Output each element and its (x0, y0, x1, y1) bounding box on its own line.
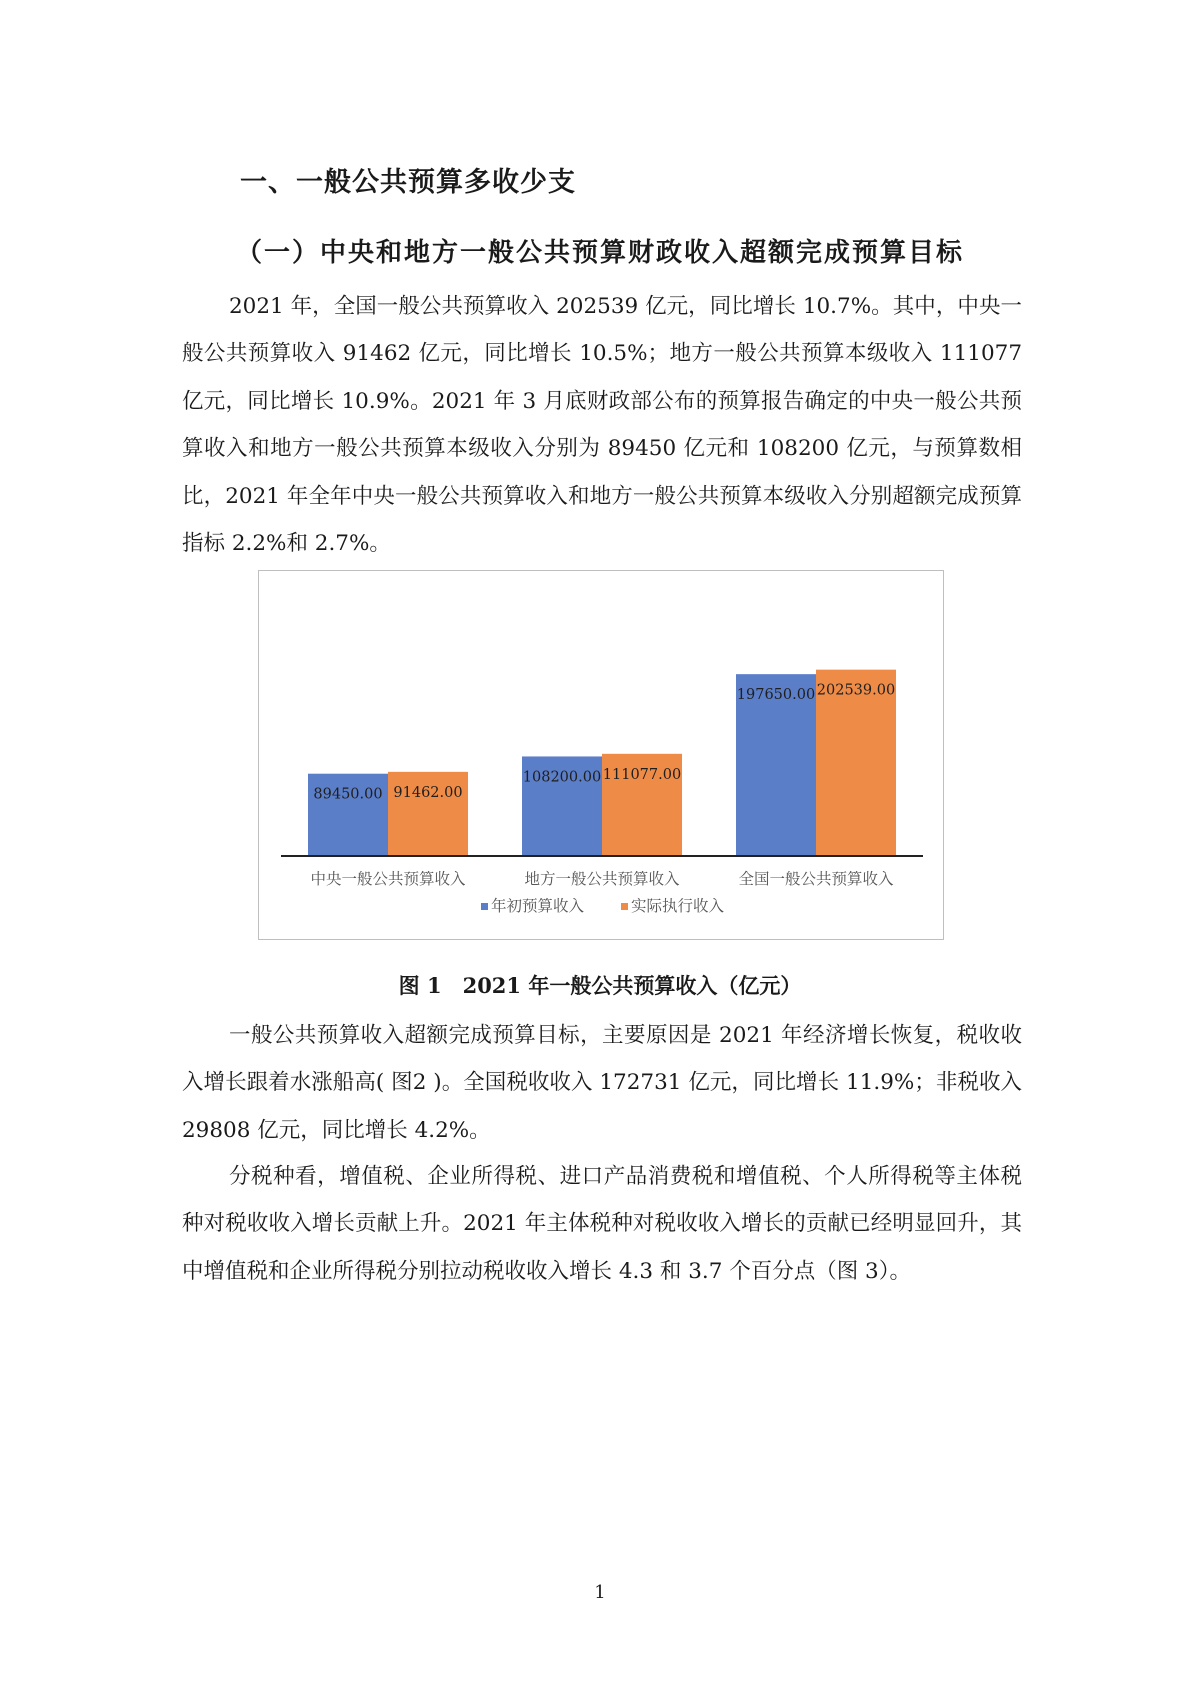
value-label-actual-0: 91462.00 (393, 784, 463, 801)
page-number: 1 (594, 1582, 606, 1603)
value-label-actual-1: 111077.00 (602, 766, 682, 783)
legend-label-actual: 实际执行收入 (631, 897, 725, 915)
section-heading: 一、一般公共预算多收少支 (240, 167, 576, 198)
value-label-budget-2: 197650.00 (736, 687, 816, 704)
x-tick-label-0: 中央一般公共预算收入 (310, 870, 466, 888)
legend-swatch-actual (621, 903, 628, 910)
x-tick-label-1: 地方一般公共预算收入 (524, 870, 680, 888)
bar-chart (258, 570, 944, 940)
legend-swatch-budget (481, 903, 488, 910)
figure-caption: 图 1 2021 年一般公共预算收入（亿元） (398, 973, 802, 998)
value-label-budget-1: 108200.00 (522, 769, 602, 786)
paragraph-revenue-overview: 2021 年，全国一般公共预算收入 202539 亿元，同比增长 10.7%。其中，中央一般公共预算收入 91462 亿元，同比增长 10.5%；地方一般公共预算本级收入 111077 亿元，同比增长 10.9%。2021 年 3 月底财政部公布的预算报告确定的中央一般公共预算收入和地方一般公共预算本级收入分别为 89450 亿元和 108200 亿元，与预算数相比，2021 年全年中央一般公共预算收入和地方一般公共预算本级收入分别超额完成预算指标 2.2%和 2.7%。 (182, 294, 1022, 557)
value-label-budget-0: 89450.00 (313, 786, 383, 803)
paragraph-reason: 一般公共预算收入超额完成预算目标，主要原因是 2021 年经济增长恢复，税收收入增长跟着水涨船高( 图2 )。全国税收收入 172731 亿元，同比增长 11.9%；非税收入 29808 亿元，同比增长 4.2%。 (182, 1023, 1022, 1143)
x-tick-label-2: 全国一般公共预算收入 (738, 870, 894, 888)
subsection-heading: （一）中央和地方一般公共预算财政收入超额完成预算目标 (235, 238, 964, 268)
value-label-actual-2: 202539.00 (816, 682, 896, 699)
legend-label-budget: 年初预算收入 (491, 897, 585, 915)
paragraph-tax-types: 分税种看，增值税、企业所得税、进口产品消费税和增值税、个人所得税等主体税种对税收收入增长贡献上升。2021 年主体税种对税收收入增长的贡献已经明显回升，其中增值税和企业所得税分别拉动税收收入增长 4.3 和 3.7 个百分点（图 3）。 (182, 1164, 1022, 1284)
chart-canvas (259, 571, 945, 941)
